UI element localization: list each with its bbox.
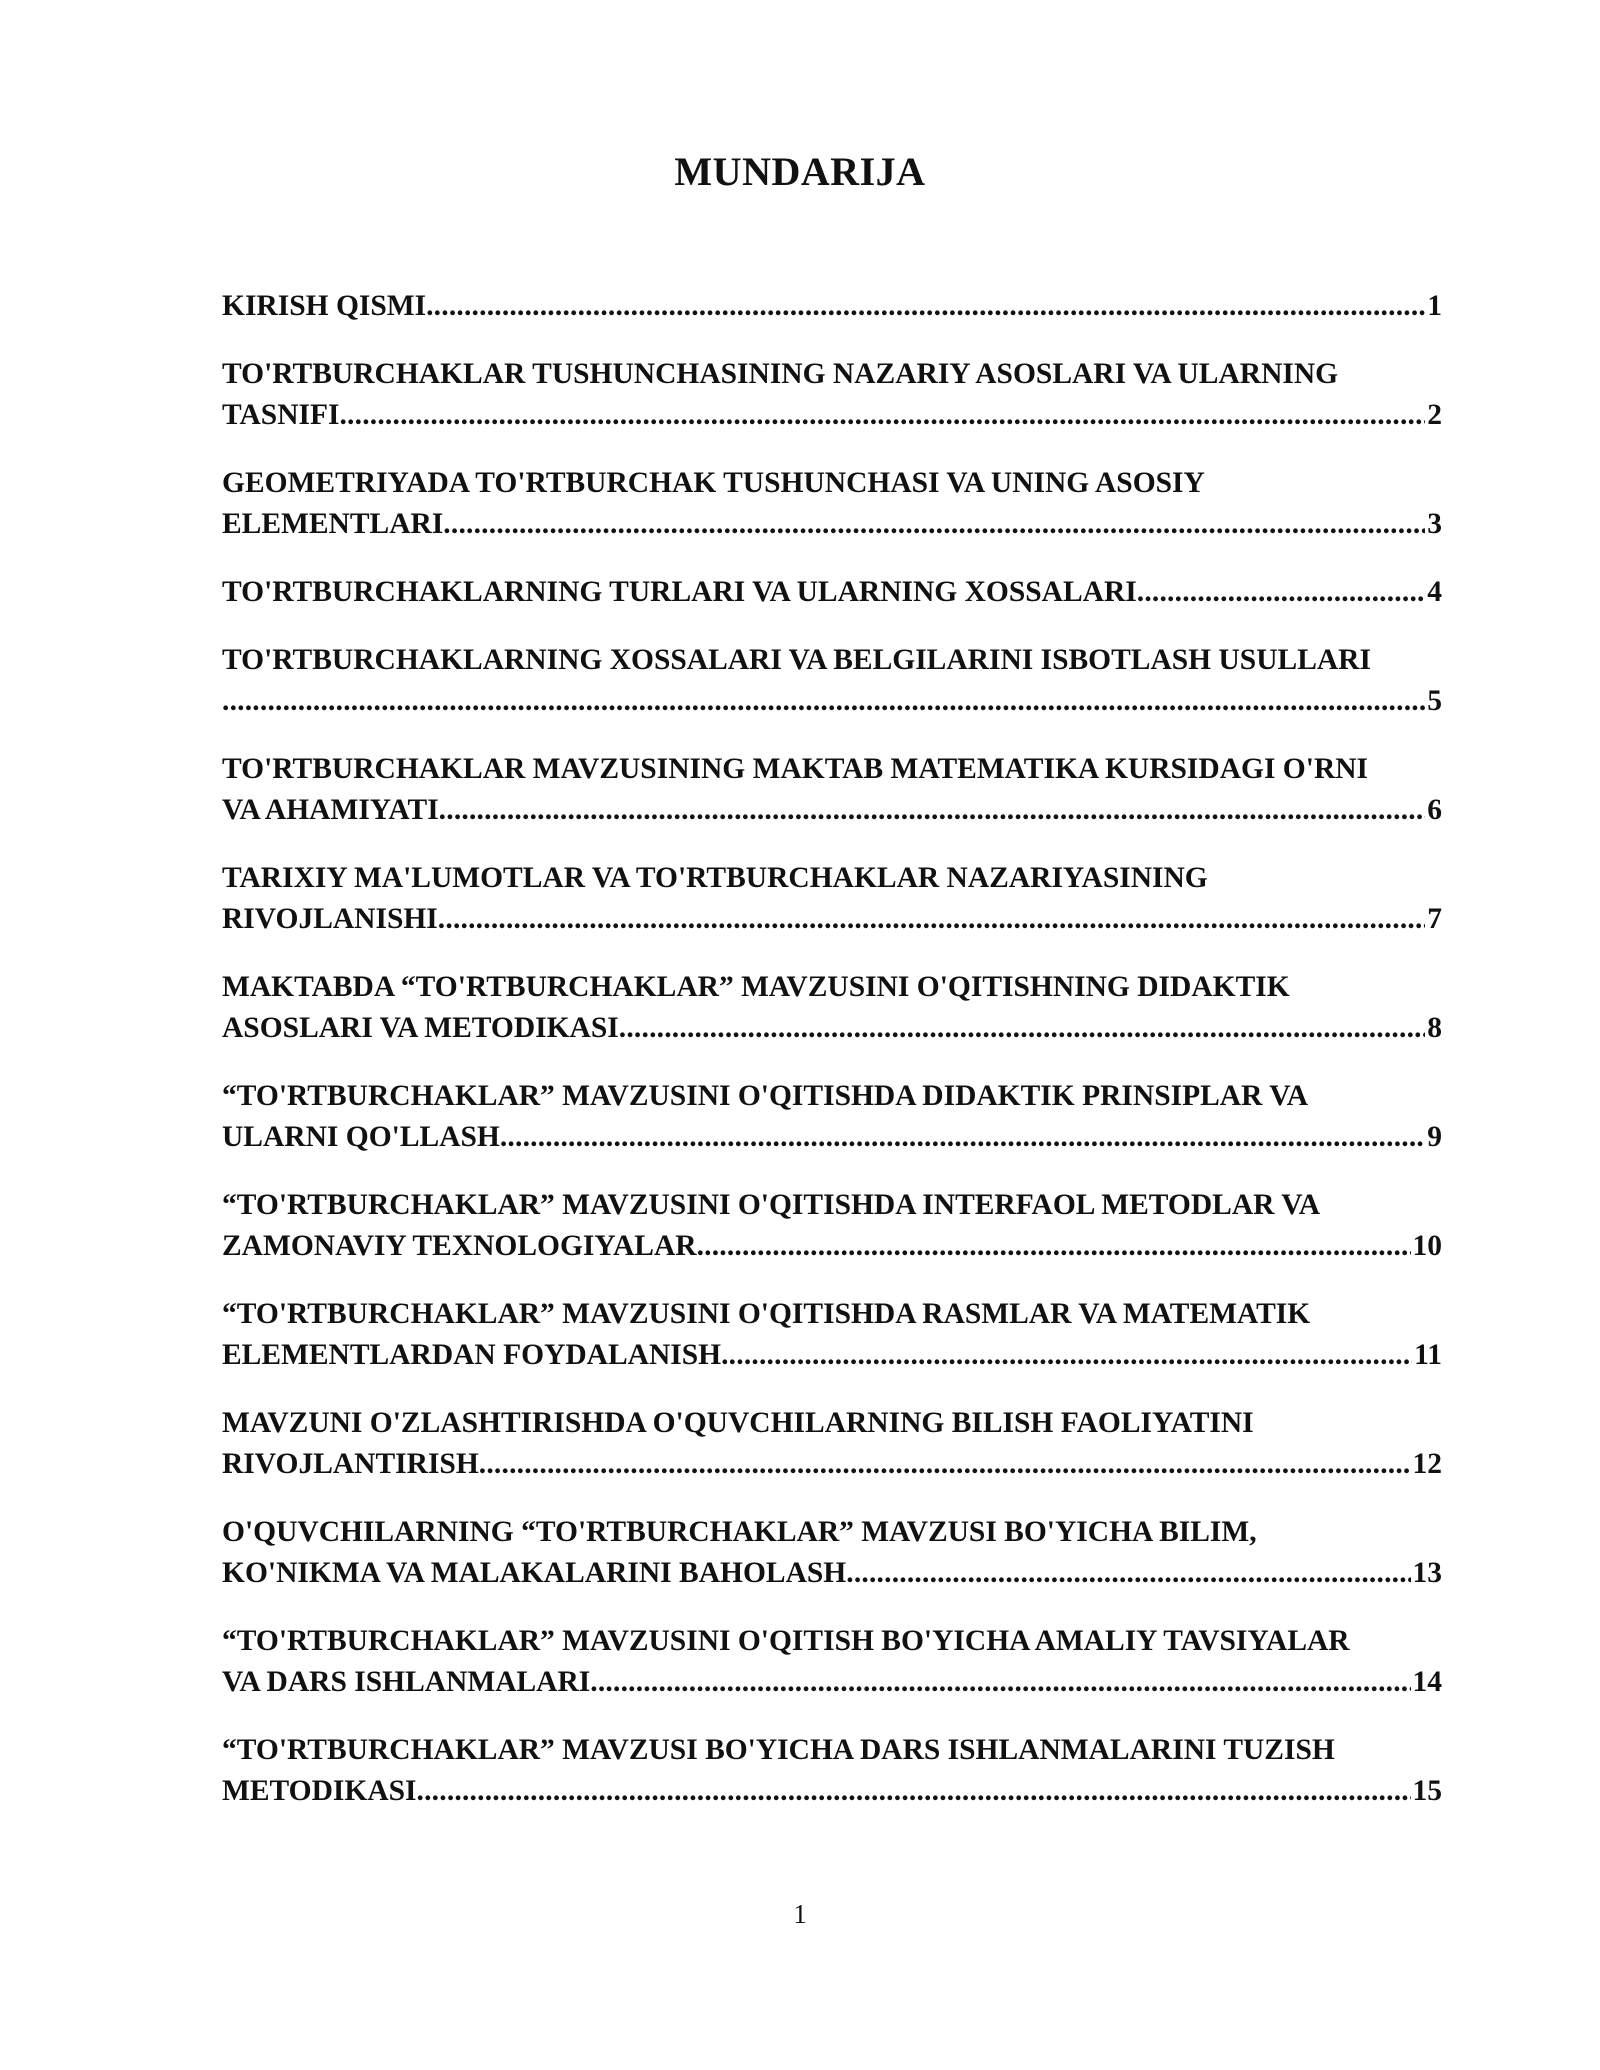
toc-entry-last-line (222, 681, 1442, 722)
toc-entry[interactable] (222, 1730, 1442, 1812)
toc-entry[interactable] (222, 463, 1442, 545)
toc-entry-last-line (222, 1335, 1442, 1376)
toc-entry-first-line: TO'RTBURCHAKLAR MAVZUSINING MAKTAB MATEMATIKA KURSIDAGI O'RNI (222, 753, 1369, 785)
dot-leader (443, 504, 1425, 545)
toc-page-number: 13 (1412, 1557, 1442, 1589)
toc-entry-first-line: “TO'RTBURCHAKLAR” MAVZUSI BO'YICHA DARS ISHLANMALARINI TUZISH (222, 1734, 1335, 1766)
toc-entry-title: RIVOJLANISHI (222, 903, 438, 935)
toc-entry-first-line: TO'RTBURCHAKLARNING XOSSALARI VA BELGILARINI ISBOTLASH USULLARI (222, 644, 1371, 676)
toc-entry[interactable] (222, 1621, 1442, 1703)
toc-entry-last-line (222, 1553, 1442, 1594)
toc-entry-last-line (222, 395, 1442, 436)
dot-leader (439, 790, 1426, 831)
toc-page-number: 5 (1427, 685, 1442, 717)
toc-entry[interactable] (222, 967, 1442, 1049)
dot-leader (500, 1117, 1425, 1158)
toc-entry-title: VA AHAMIYATI (222, 794, 439, 826)
toc-page-number: 4 (1427, 576, 1442, 608)
toc-entry-title: ASOSLARI VA METODIKASI (222, 1012, 619, 1044)
dot-leader (1137, 572, 1426, 613)
toc-page-number: 14 (1412, 1666, 1442, 1698)
toc-page-number: 10 (1412, 1230, 1442, 1262)
toc-entry-first-line: O'QUVCHILARNING “TO'RTBURCHAKLAR” MAVZUSI BO'YICHA BILIM, (222, 1516, 1257, 1548)
toc-entry[interactable] (222, 572, 1442, 613)
toc-entry[interactable] (222, 1512, 1442, 1594)
toc-entry-title: METODIKASI (222, 1775, 417, 1807)
toc-entry-first-line: “TO'RTBURCHAKLAR” MAVZUSINI O'QITISHDA RASMLAR VA MATEMATIK (222, 1298, 1311, 1330)
dot-leader (339, 395, 1425, 436)
toc-entry-first-line: TARIXIY MA'LUMOTLAR VA TO'RTBURCHAKLAR NAZARIYASINING (222, 862, 1208, 894)
toc-entry[interactable] (222, 1294, 1442, 1376)
dot-leader (590, 1662, 1410, 1703)
toc-entry-title: ELEMENTLARDAN FOYDALANISH (222, 1339, 722, 1371)
toc-entry[interactable] (222, 858, 1442, 940)
toc-entry-title: KO'NIKMA VA MALAKALARINI BAHOLASH (222, 1557, 847, 1589)
toc-entry-last-line (222, 1226, 1442, 1267)
page-title: MUNDARIJA (674, 149, 926, 194)
dot-leader (721, 1335, 1412, 1376)
toc-entry-first-line: GEOMETRIYADA TO'RTBURCHAK TUSHUNCHASI VA UNING ASOSIY (222, 467, 1205, 499)
toc-entry-title: RIVOJLANTIRISH (222, 1448, 479, 1480)
toc-entry-first-line: TO'RTBURCHAKLAR TUSHUNCHASINING NAZARIY ASOSLARI VA ULARNING (222, 358, 1339, 390)
toc-entry-last-line (222, 1771, 1442, 1812)
toc-page-number: 2 (1427, 399, 1442, 431)
toc-entry-last-line (222, 572, 1442, 613)
dot-leader (222, 681, 1425, 722)
toc-entry-first-line: MAKTABDA “TO'RTBURCHAKLAR” MAVZUSINI O'QITISHNING DIDAKTIK (222, 971, 1290, 1003)
toc-entry-first-line: “TO'RTBURCHAKLAR” MAVZUSINI O'QITISH BO'YICHA AMALIY TAVSIYALAR (222, 1625, 1350, 1657)
dot-leader (697, 1226, 1411, 1267)
toc-page-number: 7 (1427, 903, 1442, 935)
toc-entry-first-line: MAVZUNI O'ZLASHTIRISHDA O'QUVCHILARNING BILISH FAOLIYATINI (222, 1407, 1254, 1439)
toc-page-number: 9 (1427, 1121, 1442, 1153)
toc-page-number: 1 (1427, 290, 1442, 322)
toc-entry[interactable] (222, 286, 1442, 327)
toc-page-number: 12 (1412, 1448, 1442, 1480)
toc-entry-last-line (222, 1008, 1442, 1049)
dot-leader (426, 286, 1425, 327)
dot-leader (438, 899, 1425, 940)
toc-page-number: 11 (1414, 1339, 1442, 1371)
toc-entry-title: VA DARS ISHLANMALARI (222, 1666, 591, 1698)
toc-entry[interactable] (222, 1185, 1442, 1267)
toc-entry-last-line (222, 504, 1442, 545)
toc-entry-last-line (222, 1662, 1442, 1703)
dot-leader (479, 1444, 1411, 1485)
toc-entry-title: KIRISH QISMI (222, 290, 427, 322)
toc-entry-title: ZAMONAVIY TEXNOLOGIYALAR (222, 1230, 697, 1262)
toc-entry-last-line (222, 1444, 1442, 1485)
toc-page-number: 6 (1427, 794, 1442, 826)
toc-entry-last-line (222, 1117, 1442, 1158)
toc-entry-title: ELEMENTLARI (222, 508, 444, 540)
toc-page-number: 8 (1427, 1012, 1442, 1044)
toc-page-number: 15 (1412, 1775, 1442, 1807)
page-number: 1 (793, 1899, 807, 1929)
toc-entry[interactable] (222, 1076, 1442, 1158)
toc-entry-last-line (222, 790, 1442, 831)
toc-entry-last-line (222, 286, 1442, 327)
toc-entry[interactable] (222, 354, 1442, 436)
dot-leader (619, 1008, 1425, 1049)
dot-leader (846, 1553, 1410, 1594)
toc-entry[interactable] (222, 640, 1442, 722)
table-of-contents (222, 286, 1442, 1839)
toc-entry-title: TASNIFI (222, 399, 340, 431)
toc-entry-last-line (222, 899, 1442, 940)
toc-entry[interactable] (222, 1403, 1442, 1485)
toc-entry-title: TO'RTBURCHAKLARNING TURLARI VA ULARNING XOSSALARI (222, 576, 1137, 608)
toc-entry-first-line: “TO'RTBURCHAKLAR” MAVZUSINI O'QITISHDA INTERFAOL METODLAR VA (222, 1189, 1321, 1221)
toc-page-number: 3 (1427, 508, 1442, 540)
dot-leader (417, 1771, 1411, 1812)
toc-entry[interactable] (222, 749, 1442, 831)
toc-entry-title: ULARNI QO'LLASH (222, 1121, 500, 1153)
toc-entry-first-line: “TO'RTBURCHAKLAR” MAVZUSINI O'QITISHDA DIDAKTIK PRINSIPLAR VA (222, 1080, 1309, 1112)
